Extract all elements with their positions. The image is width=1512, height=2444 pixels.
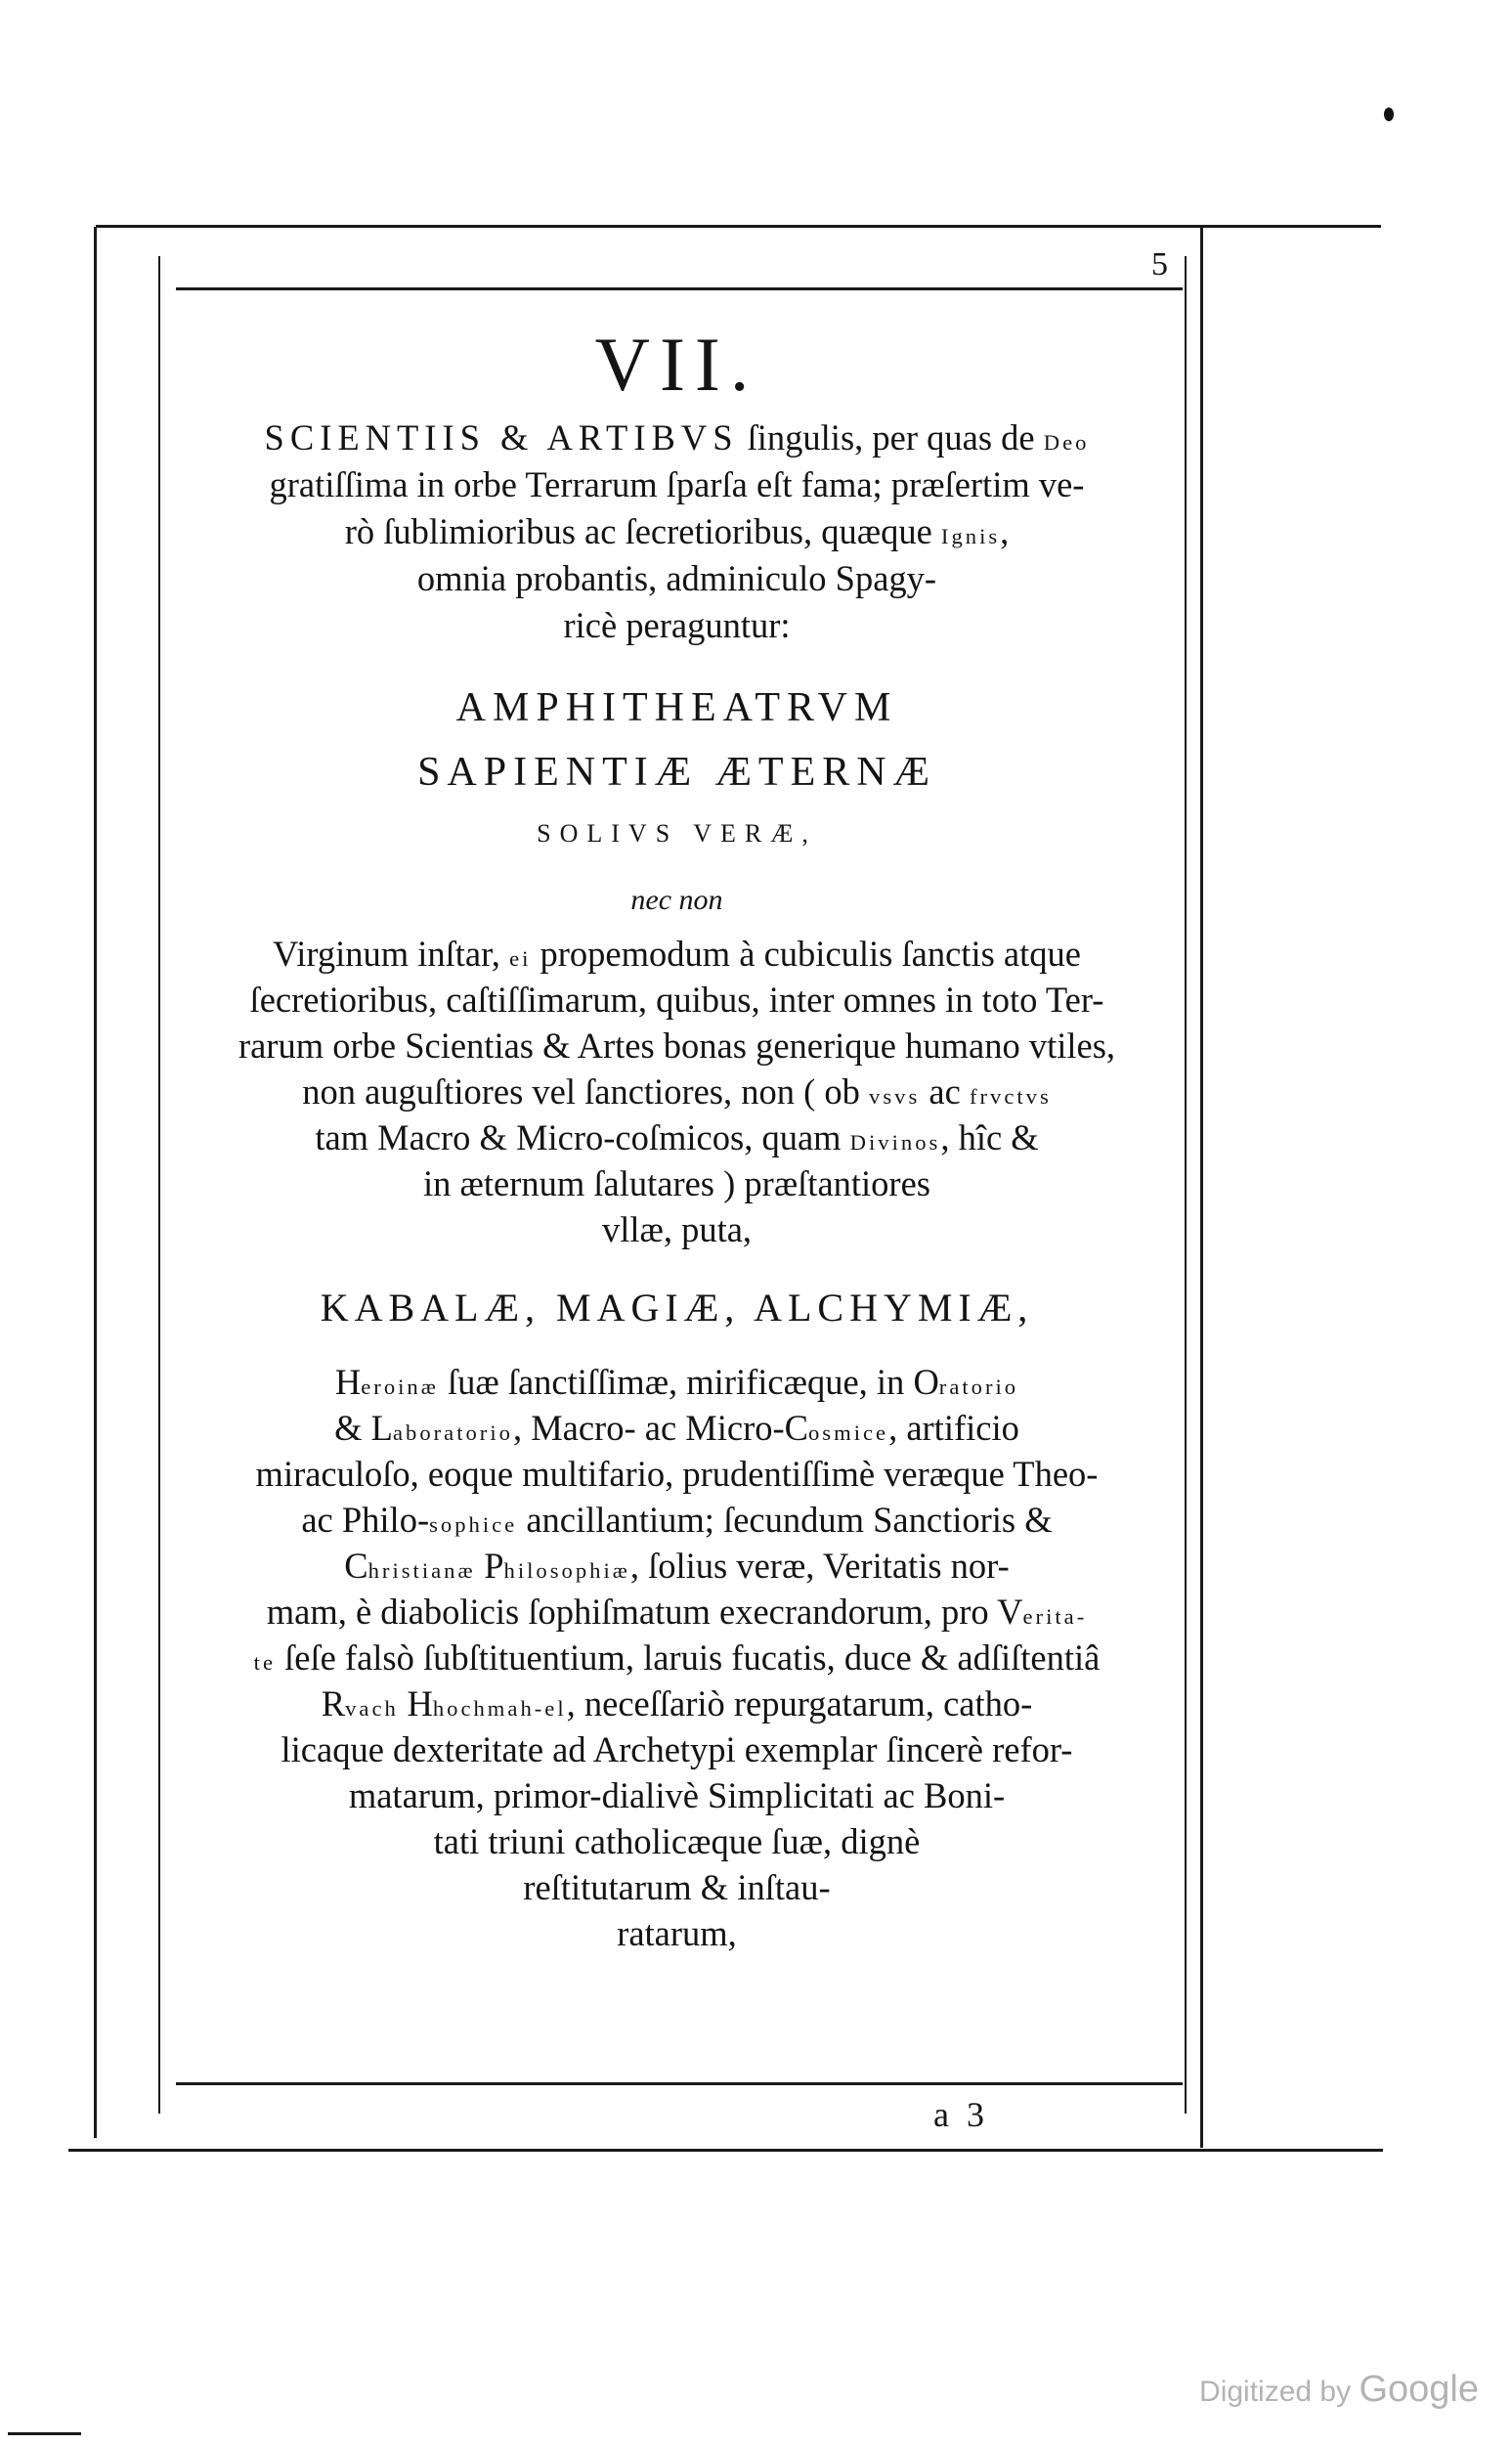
top-border-rule [96, 225, 1381, 228]
arts-heading: KABALÆ, MAGIÆ, ALCHYMIÆ, [320, 1286, 1034, 1330]
para2-line-8: Rvach Hhochmah-el, neceſſariò repurgatarum, catho- [321, 1683, 1033, 1724]
intro-line-1: SCIENTIIS & ARTIBVS ſingulis, per quas de Deo [264, 417, 1090, 458]
footer-rule [176, 2082, 1183, 2085]
para2-line-6: mam, è diabolicis ſophiſmatum execrandorum, pro Verita- [266, 1592, 1088, 1632]
signature-mark: a 3 [933, 2095, 984, 2134]
para2-line-5: Christianæ Philosophiæ, ſolius veræ, Veritatis nor- [344, 1546, 1010, 1586]
intro-caps: SCIENTIIS & ARTIBVS [264, 417, 739, 458]
intro-line-4: omnia probantis, adminiculo Spagy- [416, 558, 937, 598]
para1-line-3: rarum orbe Scientias & Artes bonas generique humano vtiles, [238, 1026, 1116, 1066]
left-outer-border [94, 227, 97, 2138]
para2-line-9: licaque dexteritate ad Archetypi exemplar ſincerè refor- [281, 1729, 1073, 1769]
para2-line-1: Heroinæ ſuæ ſanctiſſimæ, mirificæque, in Oratorio [334, 1362, 1019, 1402]
intro-line-2: gratiſſima in orbe Terrarum ſparſa eſt fama; præſertim ve- [269, 464, 1085, 504]
digitized-by-google-watermark: Digitized by Google [1199, 2369, 1479, 2410]
para2-line-3: miraculoſo, eoque multifario, prudentiſſimè veræque Theo- [255, 1454, 1099, 1494]
header-rule [176, 287, 1183, 290]
para1-line-7: vllæ, puta, [601, 1209, 753, 1249]
page-edge-mark [8, 2432, 81, 2435]
para1-line-5: tam Macro & Micro-coſmicos, quam Divinos, hîc & [315, 1117, 1039, 1157]
page-number: 5 [1151, 246, 1168, 283]
ink-spot [1384, 108, 1394, 121]
intro-line-3: rò ſublimioribus ac ſecretioribus, quæque Ignis, [344, 511, 1010, 551]
intro-line-5: ricè peraguntur: [563, 605, 791, 645]
nec-non: nec non [630, 884, 723, 916]
title-solius-verae: SOLIVS VERÆ, [537, 819, 817, 848]
right-inner-border [1185, 256, 1187, 2114]
right-outer-border [1200, 227, 1203, 2148]
google-logo-text: Google [1359, 2369, 1479, 2410]
para2-line-7: te ſeſe falsò ſubſtituentium, laruis fucatis, duce & adſiſtentiâ [253, 1637, 1101, 1678]
para1-line-6: in æternum ſalutares ) præſtantiores [423, 1163, 930, 1203]
section-heading: VII. [594, 322, 759, 407]
para1-line-2: ſecretioribus, caſtiſſimarum, quibus, inter omnes in toto Ter- [249, 980, 1104, 1020]
para2-line-10: matarum, primor-dialivè Simplicitati ac Boni- [348, 1775, 1006, 1815]
para1-line-1: Virginum inſtar, ei propemodum à cubiculis ſanctis atque [273, 934, 1081, 974]
bottom-border-rule [68, 2149, 1383, 2152]
title-amphitheatrum: AMPHITHEATRVM [455, 685, 898, 730]
para2-line-4: ac Philo-sophice ancillantium; ſecundum Sanctioris & [301, 1500, 1053, 1540]
para2-line-13: ratarum, [617, 1913, 737, 1953]
para2-line-11: tati triuni catholicæque ſuæ, dignè [433, 1821, 921, 1861]
left-inner-border [158, 256, 160, 2114]
title-sapientiae: SAPIENTIÆ ÆTERNÆ [417, 750, 936, 795]
para2-line-2: & Laboratorio, Macro- ac Micro-Cosmice, artificio [334, 1408, 1019, 1448]
para1-line-4: non auguſtiores vel ſanctiores, non ( ob vsvs ac frvctvs [302, 1071, 1052, 1112]
para2-line-12: reſtitutarum & inſtau- [523, 1867, 831, 1907]
